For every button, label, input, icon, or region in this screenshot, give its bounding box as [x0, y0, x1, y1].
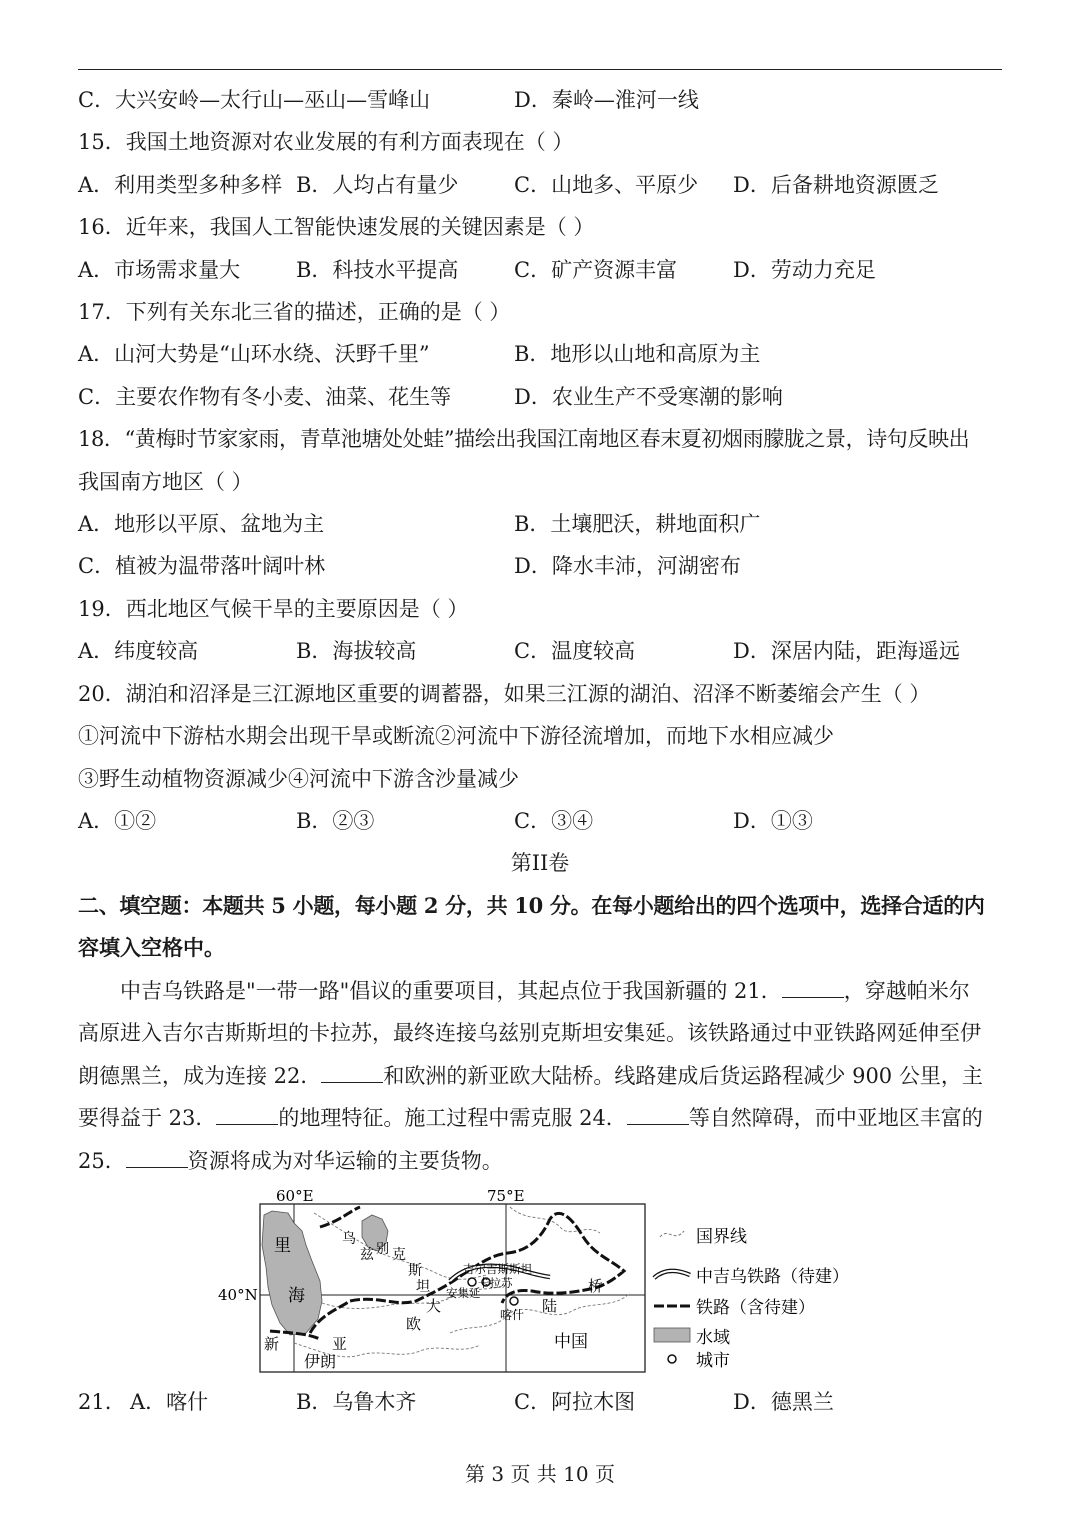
- passage-text: ，穿越帕米尔: [843, 979, 970, 1003]
- q15-option-a: A．利用类型多种多样: [78, 173, 283, 197]
- passage-text: 25．: [78, 1149, 126, 1173]
- q18-option-c: C．植被为温带落叶阔叶林: [78, 554, 326, 578]
- passage-line1: [78, 977, 1008, 1005]
- label-hai: 海: [288, 1286, 305, 1306]
- legend-planned-label: 中吉乌铁路（待建）: [696, 1267, 849, 1287]
- q20-statement-line1: ①河流中下游枯水期会出现干旱或断流②河流中下游径流增加，而地下水相应减少: [78, 724, 834, 748]
- q15-option-d: D．后备耕地资源匮乏: [733, 173, 939, 197]
- label-si: 斯: [408, 1263, 422, 1279]
- passage-line2: 高原进入吉尔吉斯斯坦的卡拉苏，最终连接乌兹别克斯坦安集延。该铁路通过中亚铁路网延伸至伊: [78, 1021, 981, 1045]
- q15-option-c: C．山地多、平原少: [514, 173, 699, 197]
- city-kashi: [510, 1297, 518, 1305]
- q17-option-b: B．地形以山地和高原为主: [514, 342, 761, 366]
- blank-21[interactable]: [782, 977, 844, 998]
- q16-option-a: A．市场需求量大: [78, 258, 241, 282]
- q18-stem-line1: 18．“黄梅时节家家雨，青草池塘处处蛙”描绘出我国江南地区春末夏初烟雨朦胧之景，诗句反映出: [78, 427, 970, 451]
- section-title: 第II卷: [510, 851, 570, 875]
- q21-number: 21.: [78, 1390, 112, 1414]
- label-jierjisi: 吉尔吉斯斯坦: [463, 1262, 532, 1276]
- blank-22[interactable]: [321, 1062, 383, 1083]
- passage-text: 中吉乌铁路是"一带一路"倡议的重要项目，其起点位于我国新疆的 21．: [120, 979, 782, 1003]
- railway-map: [210, 1183, 870, 1378]
- q16-option-c: C．矿产资源丰富: [514, 258, 678, 282]
- label-yilang: 伊朗: [304, 1352, 337, 1371]
- legend-water-label: 水域: [696, 1328, 730, 1348]
- label-zi: 兹: [360, 1247, 374, 1263]
- q20-option-a: A．①②: [78, 809, 157, 833]
- q16-option-d: D．劳动力充足: [733, 258, 876, 282]
- q18-stem-line2: 我国南方地区（ ）: [78, 470, 253, 494]
- legend-water-icon: [654, 1328, 690, 1342]
- q15-stem: 15．我国土地资源对农业发展的有利方面表现在（ ）: [78, 130, 574, 154]
- label-ou: 欧: [406, 1315, 422, 1333]
- q19-stem: 19．西北地区气候干旱的主要原因是（ ）: [78, 597, 469, 621]
- q19-option-b: B．海拔较高: [296, 639, 417, 663]
- label-ke: 克: [392, 1247, 406, 1263]
- passage-text: 等自然障碍，而中亚地区丰富的: [688, 1106, 983, 1130]
- header-rule: [78, 69, 1002, 70]
- label-60e: 60°E: [276, 1187, 314, 1205]
- q20-statement-line2: ③野生动植物资源减少④河流中下游含沙量减少: [78, 767, 519, 791]
- blank-23[interactable]: [216, 1104, 278, 1125]
- label-li: 里: [274, 1236, 291, 1256]
- label-zhongguo: 中国: [554, 1332, 588, 1352]
- q20-option-d: D．①③: [733, 809, 813, 833]
- passage-line3: [78, 1062, 1008, 1090]
- q21-option-d: D．德黑兰: [733, 1390, 834, 1414]
- q18-option-a: A．地形以平原、盆地为主: [78, 512, 325, 536]
- q18-option-b: B．土壤肥沃，耕地面积广: [514, 512, 761, 536]
- section-heading-line2: 容填入空格中。: [78, 935, 225, 960]
- legend-border-label: 国界线: [696, 1227, 747, 1247]
- q16-stem: 16．近年来，我国人工智能快速发展的关键因素是（ ）: [78, 215, 595, 239]
- passage-line4: [78, 1104, 1008, 1132]
- passage-text: 和欧洲的新亚欧大陆桥。线路建成后货运路程减少 900 公里，主: [383, 1064, 983, 1088]
- passage-text: 的地理特征。施工过程中需克服 24．: [278, 1106, 627, 1130]
- q14-option-d: D．秦岭—淮河一线: [514, 88, 699, 112]
- legend-railway-label: 铁路（含待建）: [696, 1298, 815, 1318]
- passage-text: 朗德黑兰，成为连接 22．: [78, 1064, 322, 1088]
- label-tan: 坦: [416, 1279, 430, 1295]
- q17-option-c: C．主要农作物有冬小麦、油菜、花生等: [78, 385, 452, 409]
- blank-25[interactable]: [126, 1147, 188, 1168]
- q18-option-d: D．降水丰沛，河湖密布: [514, 554, 741, 578]
- label-40n: 40°N: [218, 1286, 258, 1304]
- q20-option-b: B．②③: [296, 809, 375, 833]
- q19-option-a: A．纬度较高: [78, 639, 199, 663]
- legend-city-icon: [668, 1355, 676, 1363]
- q16-option-b: B．科技水平提高: [296, 258, 459, 282]
- label-da: 大: [426, 1297, 442, 1315]
- label-wu: 乌: [342, 1231, 356, 1247]
- section-heading-line1: 二、填空题：本题共 5 小题，每小题 2 分，共 10 分。在每小题给出的四个选项中，选择合适的内: [78, 893, 985, 918]
- passage-line5: [78, 1147, 1008, 1175]
- label-lu: 陆: [542, 1297, 558, 1315]
- label-ya: 亚: [332, 1335, 348, 1353]
- q17-option-d: D．农业生产不受寒潮的影响: [514, 385, 783, 409]
- passage-text: 要得益于 23．: [78, 1106, 217, 1130]
- q21-option-b: B．乌鲁木齐: [296, 1390, 417, 1414]
- legend-city-label: 城市: [696, 1351, 730, 1371]
- q19-option-c: C．温度较高: [514, 639, 636, 663]
- legend-border-icon: [660, 1231, 684, 1237]
- passage-text: 资源将成为对华运输的主要货物。: [187, 1149, 503, 1173]
- q15-option-b: B．人均占有量少: [296, 173, 459, 197]
- page-footer: 第 3 页 共 10 页: [465, 1462, 615, 1486]
- q14-option-c: C．大兴安岭—太行山—巫山—雪峰山: [78, 88, 431, 112]
- label-kalasu: 卡拉苏: [478, 1276, 513, 1290]
- label-75e: 75°E: [487, 1187, 525, 1205]
- q21-option-a: A．喀什: [130, 1390, 209, 1414]
- q21-option-c: C．阿拉木图: [514, 1390, 636, 1414]
- label-kashi: 喀什: [500, 1308, 525, 1322]
- q19-option-d: D．深居内陆，距海遥远: [733, 639, 960, 663]
- q17-stem: 17．下列有关东北三省的描述，正确的是（ ）: [78, 300, 511, 324]
- label-anjiyan: 安集延: [446, 1286, 481, 1300]
- blank-24[interactable]: [627, 1104, 689, 1125]
- label-qiao: 桥: [588, 1277, 604, 1295]
- q17-option-a: A．山河大势是“山环水绕、沃野千里”: [78, 342, 430, 366]
- label-bie: 别: [376, 1242, 390, 1257]
- city-anjiyan: [468, 1278, 476, 1286]
- label-xin: 新: [264, 1335, 280, 1353]
- q20-stem: 20．湖泊和沼泽是三江源地区重要的调蓄器，如果三江源的湖泊、沼泽不断萎缩会产生（ ）: [78, 682, 931, 706]
- q20-option-c: C．③④: [514, 809, 594, 833]
